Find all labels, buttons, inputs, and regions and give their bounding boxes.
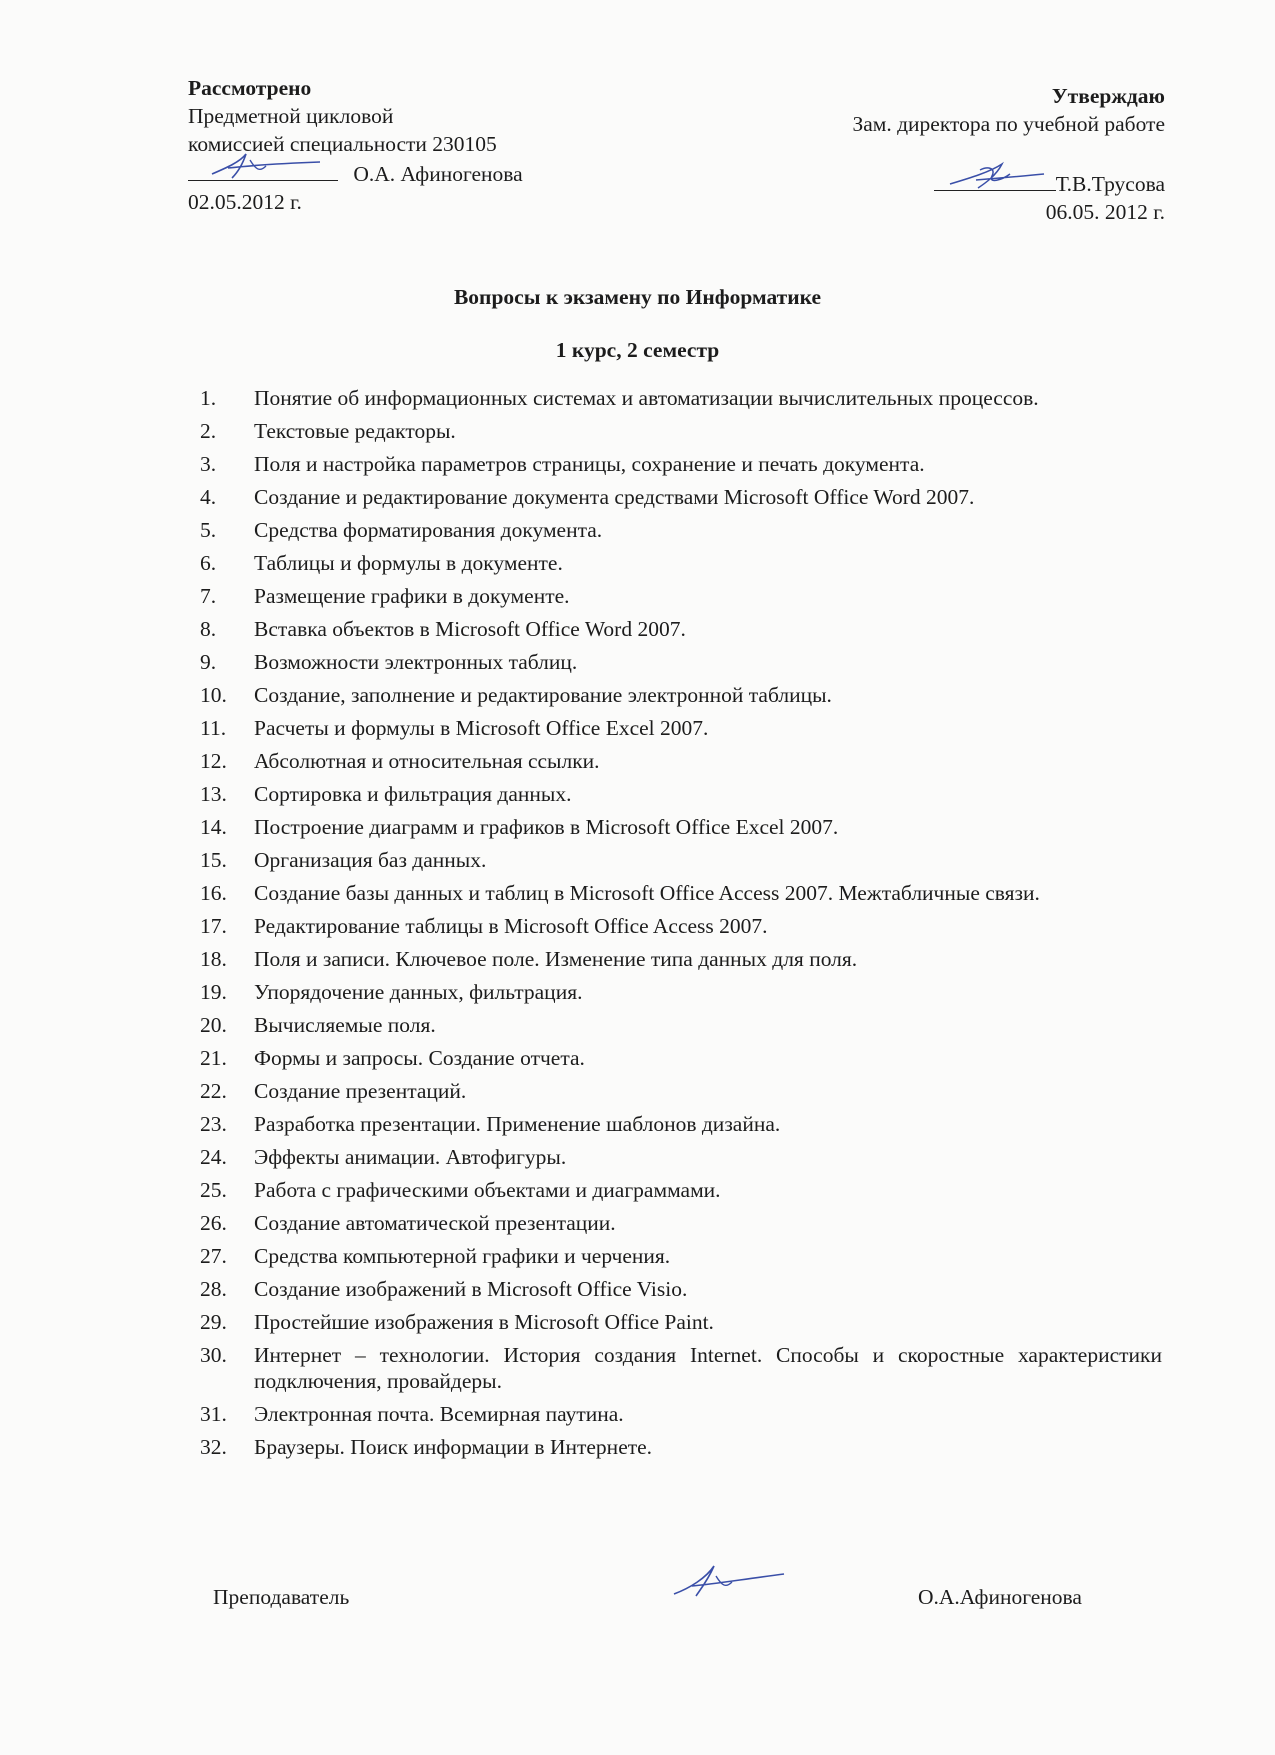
question-item xyxy=(200,1078,1162,1104)
question-text: Сортировка и фильтрация данных. xyxy=(254,782,572,806)
question-item xyxy=(200,1434,1162,1460)
question-text: Построение диаграмм и графиков в Microsoft Office Excel 2007. xyxy=(254,815,839,839)
question-item xyxy=(200,1342,1162,1394)
considered-date: 02.05.2012 г. xyxy=(188,190,302,214)
question-number: 26. xyxy=(200,1211,227,1235)
question-item xyxy=(200,1276,1162,1302)
question-number: 2. xyxy=(200,419,217,443)
question-number: 20. xyxy=(200,1013,227,1037)
question-text: Создание, заполнение и редактирование электронной таблицы. xyxy=(254,683,832,707)
question-item xyxy=(200,880,1162,906)
considered-line-1: Предметной цикловой xyxy=(188,104,394,128)
signature-line xyxy=(934,168,1056,191)
question-number: 7. xyxy=(200,584,217,608)
question-text: Создание изображений в Microsoft Office Visio. xyxy=(254,1277,688,1301)
question-text: Поля и настройка параметров страницы, сохранение и печать документа. xyxy=(254,452,925,476)
question-number: 18. xyxy=(200,947,227,971)
question-number: 23. xyxy=(200,1112,227,1136)
question-text: Создание автоматической презентации. xyxy=(254,1211,616,1235)
question-number: 31. xyxy=(200,1402,227,1426)
question-text: Понятие об информационных системах и автоматизации вычислительных процессов. xyxy=(254,386,1039,410)
question-item xyxy=(200,1243,1162,1269)
question-number: 28. xyxy=(200,1277,227,1301)
question-text: Вычисляемые поля. xyxy=(254,1013,436,1037)
question-text: Возможности электронных таблиц. xyxy=(254,650,578,674)
considered-signer: О.А. Афиногенова xyxy=(353,162,523,186)
question-text: Расчеты и формулы в Microsoft Office Excel 2007. xyxy=(254,716,709,740)
question-item xyxy=(200,1210,1162,1236)
question-text: Создание базы данных и таблиц в Microsoft Office Access 2007. Межтабличные связи. xyxy=(254,881,1040,905)
question-item xyxy=(200,1012,1162,1038)
question-number: 30. xyxy=(200,1343,227,1367)
question-text: Создание и редактирование документа средствами Microsoft Office Word 2007. xyxy=(254,485,975,509)
approval-considered-block xyxy=(188,74,523,216)
question-number: 21. xyxy=(200,1046,227,1070)
question-number: 3. xyxy=(200,452,217,476)
question-item xyxy=(200,913,1162,939)
approval-approved-block xyxy=(852,82,1165,226)
approved-title: Утверждаю xyxy=(1051,84,1165,108)
question-item xyxy=(200,484,1162,510)
footer-role: Преподаватель xyxy=(213,1585,350,1609)
question-number: 27. xyxy=(200,1244,227,1268)
approved-signature-row xyxy=(852,168,1165,198)
considered-line-2: комиссией специальности 230105 xyxy=(188,132,497,156)
question-text: Средства компьютерной графики и черчения. xyxy=(254,1244,671,1268)
question-item xyxy=(200,517,1162,543)
approved-signer: Т.В.Трусова xyxy=(1055,172,1165,196)
question-number: 22. xyxy=(200,1079,227,1103)
question-item xyxy=(200,715,1162,741)
question-text: Средства форматирования документа. xyxy=(254,518,603,542)
question-item xyxy=(200,1111,1162,1137)
question-item xyxy=(200,1401,1162,1427)
question-number: 12. xyxy=(200,749,227,773)
question-number: 10. xyxy=(200,683,227,707)
approved-date: 06.05. 2012 г. xyxy=(1045,200,1165,224)
question-text: Упорядочение данных, фильтрация. xyxy=(254,980,583,1004)
question-text: Вставка объектов в Microsoft Office Word 2007. xyxy=(254,617,686,641)
question-number: 13. xyxy=(200,782,227,806)
question-number: 1. xyxy=(200,386,217,410)
question-item xyxy=(200,385,1162,411)
question-text: Простейшие изображения в Microsoft Office Paint. xyxy=(254,1310,714,1334)
approved-line-1: Зам. директора по учебной работе xyxy=(852,112,1165,136)
question-number: 11. xyxy=(200,716,227,740)
question-number: 19. xyxy=(200,980,227,1004)
question-text: Работа с графическими объектами и диаграммами. xyxy=(254,1178,721,1202)
question-number: 4. xyxy=(200,485,217,509)
question-text: Таблицы и формулы в документе. xyxy=(254,551,563,575)
question-text: Размещение графики в документе. xyxy=(254,584,570,608)
question-item xyxy=(200,847,1162,873)
question-item xyxy=(200,1144,1162,1170)
signature-trusova-icon xyxy=(940,154,1050,194)
question-text: Создание презентаций. xyxy=(254,1079,467,1103)
question-text: Организация баз данных. xyxy=(254,848,487,872)
question-number: 16. xyxy=(200,881,227,905)
question-text: Формы и запросы. Создание отчета. xyxy=(254,1046,585,1070)
question-item xyxy=(200,583,1162,609)
question-item xyxy=(200,1177,1162,1203)
question-item xyxy=(200,1309,1162,1335)
footer-name: О.А.Афиногенова xyxy=(918,1585,1082,1609)
question-text: Браузеры. Поиск информации в Интернете. xyxy=(254,1435,653,1459)
question-item xyxy=(200,682,1162,708)
signature-line xyxy=(188,158,338,181)
question-item xyxy=(200,550,1162,576)
question-item xyxy=(200,979,1162,1005)
considered-title: Рассмотрено xyxy=(188,76,312,100)
document-subtitle: 1 курс, 2 семестр xyxy=(555,338,720,362)
signature-teacher-icon xyxy=(668,1560,788,1600)
question-number: 9. xyxy=(200,650,217,674)
question-number: 29. xyxy=(200,1310,227,1334)
question-number: 17. xyxy=(200,914,227,938)
question-item xyxy=(200,616,1162,642)
question-item xyxy=(200,946,1162,972)
question-text: Абсолютная и относительная ссылки. xyxy=(254,749,600,773)
question-text: Разработка презентации. Применение шаблонов дизайна. xyxy=(254,1112,781,1136)
question-number: 5. xyxy=(200,518,217,542)
question-item xyxy=(200,451,1162,477)
question-number: 15. xyxy=(200,848,227,872)
question-text: Редактирование таблицы в Microsoft Office Access 2007. xyxy=(254,914,768,938)
question-item xyxy=(200,814,1162,840)
question-item xyxy=(200,418,1162,444)
question-item xyxy=(200,1045,1162,1071)
considered-signature-row xyxy=(188,158,523,188)
question-text: Интернет – технологии. История создания Internet. Способы и скоростные характеристики подключения, провайдеры. xyxy=(254,1343,1162,1393)
question-number: 24. xyxy=(200,1145,227,1169)
question-item xyxy=(200,781,1162,807)
question-text: Текстовые редакторы. xyxy=(254,419,456,443)
question-item xyxy=(200,748,1162,774)
question-number: 6. xyxy=(200,551,217,575)
question-number: 25. xyxy=(200,1178,227,1202)
signature-afinogenova-icon xyxy=(206,148,326,182)
document-title: Вопросы к экзамену по Информатике xyxy=(453,285,822,309)
question-item xyxy=(200,649,1162,675)
exam-questions-list xyxy=(200,385,1162,1467)
question-number: 32. xyxy=(200,1435,227,1459)
question-text: Электронная почта. Всемирная паутина. xyxy=(254,1402,624,1426)
question-text: Поля и записи. Ключевое поле. Изменение типа данных для поля. xyxy=(254,947,858,971)
question-number: 14. xyxy=(200,815,227,839)
question-text: Эффекты анимации. Автофигуры. xyxy=(254,1145,567,1169)
question-number: 8. xyxy=(200,617,217,641)
